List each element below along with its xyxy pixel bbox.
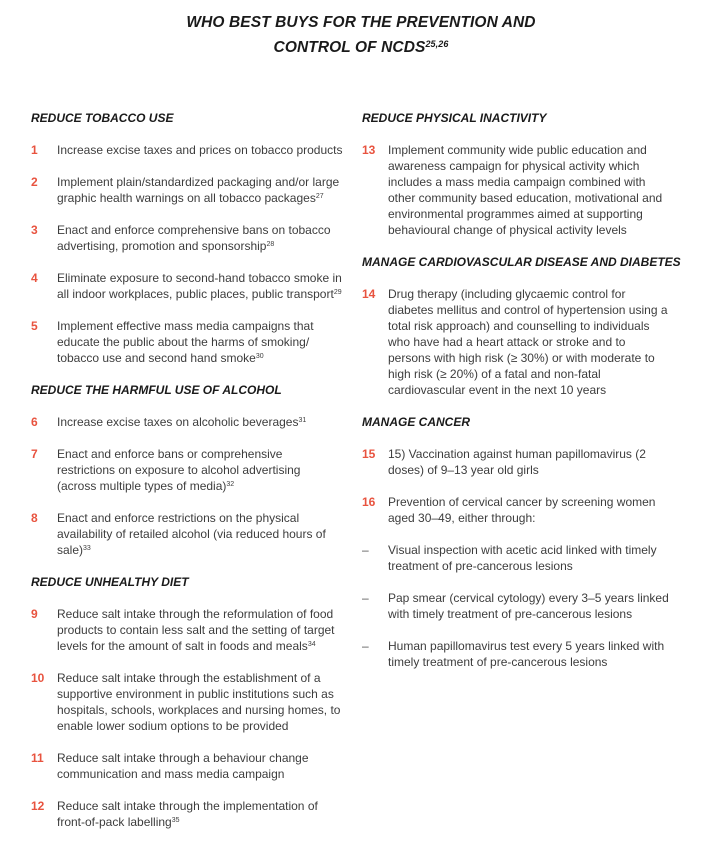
item-number: 14 (362, 287, 376, 301)
footnote-ref: 31 (298, 417, 307, 424)
list-item (388, 286, 671, 398)
item-number: 4 (31, 271, 38, 285)
sub-list-item (388, 542, 668, 574)
item-text: 15) Vaccination against human papillomavirus (2 doses) of 9–13 year old girls (388, 447, 646, 477)
item-text: Increase excise taxes on alcoholic beverages (57, 415, 299, 429)
footnote-ref: 33 (83, 545, 91, 552)
list-item (57, 318, 327, 366)
item-text: Reduce salt intake through the implementation of front-of-pack labelling (57, 799, 318, 829)
footnote-ref: 27 (315, 193, 324, 200)
title-line-2-text: CONTROL OF NCDS (273, 39, 426, 56)
footnote-ref: 32 (226, 481, 235, 488)
item-text: Eliminate exposure to second-hand tobacco smoke in all indoor workplaces, public places, public transport (57, 271, 342, 301)
list-item (57, 270, 350, 302)
section-heading-diet: REDUCE UNHEALTHY DIET (31, 575, 189, 589)
item-text: Pap smear (cervical cytology) every 3–5 years linked with timely treatment of pre-cancerous lesions (388, 591, 669, 621)
title-footnote: 25,26 (425, 39, 449, 49)
footnote-ref: 28 (266, 241, 275, 248)
item-text: Implement plain/standardized packaging and/or large graphic health warnings on all tobacco packages (57, 175, 340, 205)
item-text: Enact and enforce bans or comprehensive restrictions on exposure to alcohol advertising (across multiple types of media) (57, 447, 301, 493)
item-text: Human papillomavirus test every 5 years linked with timely treatment of pre-cancerous lesions (388, 639, 665, 669)
item-number: 1 (31, 143, 38, 157)
item-number: 7 (31, 447, 38, 461)
item-text: Enact and enforce restrictions on the physical availability of retailed alcohol (via reduced hours of sale) (57, 511, 326, 557)
item-text: Implement effective mass media campaigns that educate the public about the harms of smoking/ tobacco use and second hand smoke (57, 319, 314, 365)
section-heading-cardiovascular: MANAGE CARDIOVASCULAR DISEASE AND DIABETES (362, 255, 681, 269)
item-text: Enact and enforce comprehensive bans on tobacco advertising, promotion and sponsorship (57, 223, 331, 253)
item-number: 16 (362, 495, 376, 509)
item-number: 8 (31, 511, 38, 525)
list-item (57, 414, 357, 430)
list-item (57, 606, 342, 654)
item-number: 3 (31, 223, 38, 237)
footnote-ref: 30 (255, 353, 264, 360)
item-text: Prevention of cervical cancer by screening women aged 30–49, either through: (388, 495, 656, 525)
section-heading-alcohol: REDUCE THE HARMFUL USE OF ALCOHOL (31, 383, 282, 397)
dash-bullet: – (362, 639, 369, 653)
page-title (0, 10, 722, 60)
dash-bullet: – (362, 591, 369, 605)
section-heading-tobacco: REDUCE TOBACCO USE (31, 111, 174, 125)
footnote-ref: 35 (171, 817, 180, 824)
item-text: Visual inspection with acetic acid linked with timely treatment of pre-cancerous lesions (388, 543, 657, 573)
item-text: Drug therapy (including glycaemic control for diabetes mellitus and control of hypertension using a total risk approach) and counselling to individuals who have had a heart attack or stroke and to persons with high risk (≥ 30%) or with moderate to high risk (≥ 20%) of a fatal and non-fatal cardiovascular event in the next 10 years (388, 287, 668, 397)
list-item (57, 670, 347, 734)
item-text: Reduce salt intake through the reformulation of food products to contain less salt and the setting of target levels for the amount of salt in foods and meals (57, 607, 335, 653)
footnote-ref: 29 (333, 289, 342, 296)
item-number: 6 (31, 415, 38, 429)
title-line-1: WHO BEST BUYS FOR THE PREVENTION AND (186, 14, 536, 31)
item-number: 2 (31, 175, 38, 189)
list-item (57, 446, 317, 494)
item-text: Implement community wide public education and awareness campaign for physical activity which includes a mass media campaign combined with other community based education, motivational and environmental programmes aimed at supporting behavioural change of physical activity levels (388, 143, 663, 237)
dash-bullet: – (362, 543, 369, 557)
item-number: 9 (31, 607, 38, 621)
list-item (57, 798, 327, 830)
list-item (57, 222, 337, 254)
list-item (57, 510, 332, 558)
item-text: Reduce salt intake through a behaviour change communication and mass media campaign (57, 751, 309, 781)
list-item (57, 750, 317, 782)
item-number: 10 (31, 671, 45, 685)
section-heading-cancer: MANAGE CANCER (362, 415, 470, 429)
title-line-2 (0, 35, 722, 60)
item-number: 13 (362, 143, 376, 157)
item-number: 12 (31, 799, 45, 813)
item-text: Reduce salt intake through the establishment of a supportive environment in public institutions such as hospitals, schools, workplaces and nursing homes, to enable lower sodium options to be provided (57, 671, 341, 733)
list-item (388, 446, 648, 478)
footnote-ref: 34 (307, 641, 316, 648)
list-item (57, 174, 347, 206)
sub-list-item (388, 638, 673, 670)
item-number: 11 (31, 751, 44, 765)
item-number: 15 (362, 447, 376, 461)
item-text: Increase excise taxes and prices on tobacco products (57, 143, 343, 157)
sub-list-item (388, 590, 673, 622)
list-item (57, 142, 357, 158)
list-item (388, 142, 673, 238)
section-heading-physical-inactivity: REDUCE PHYSICAL INACTIVITY (362, 111, 547, 125)
list-item (388, 494, 658, 526)
item-number: 5 (31, 319, 38, 333)
